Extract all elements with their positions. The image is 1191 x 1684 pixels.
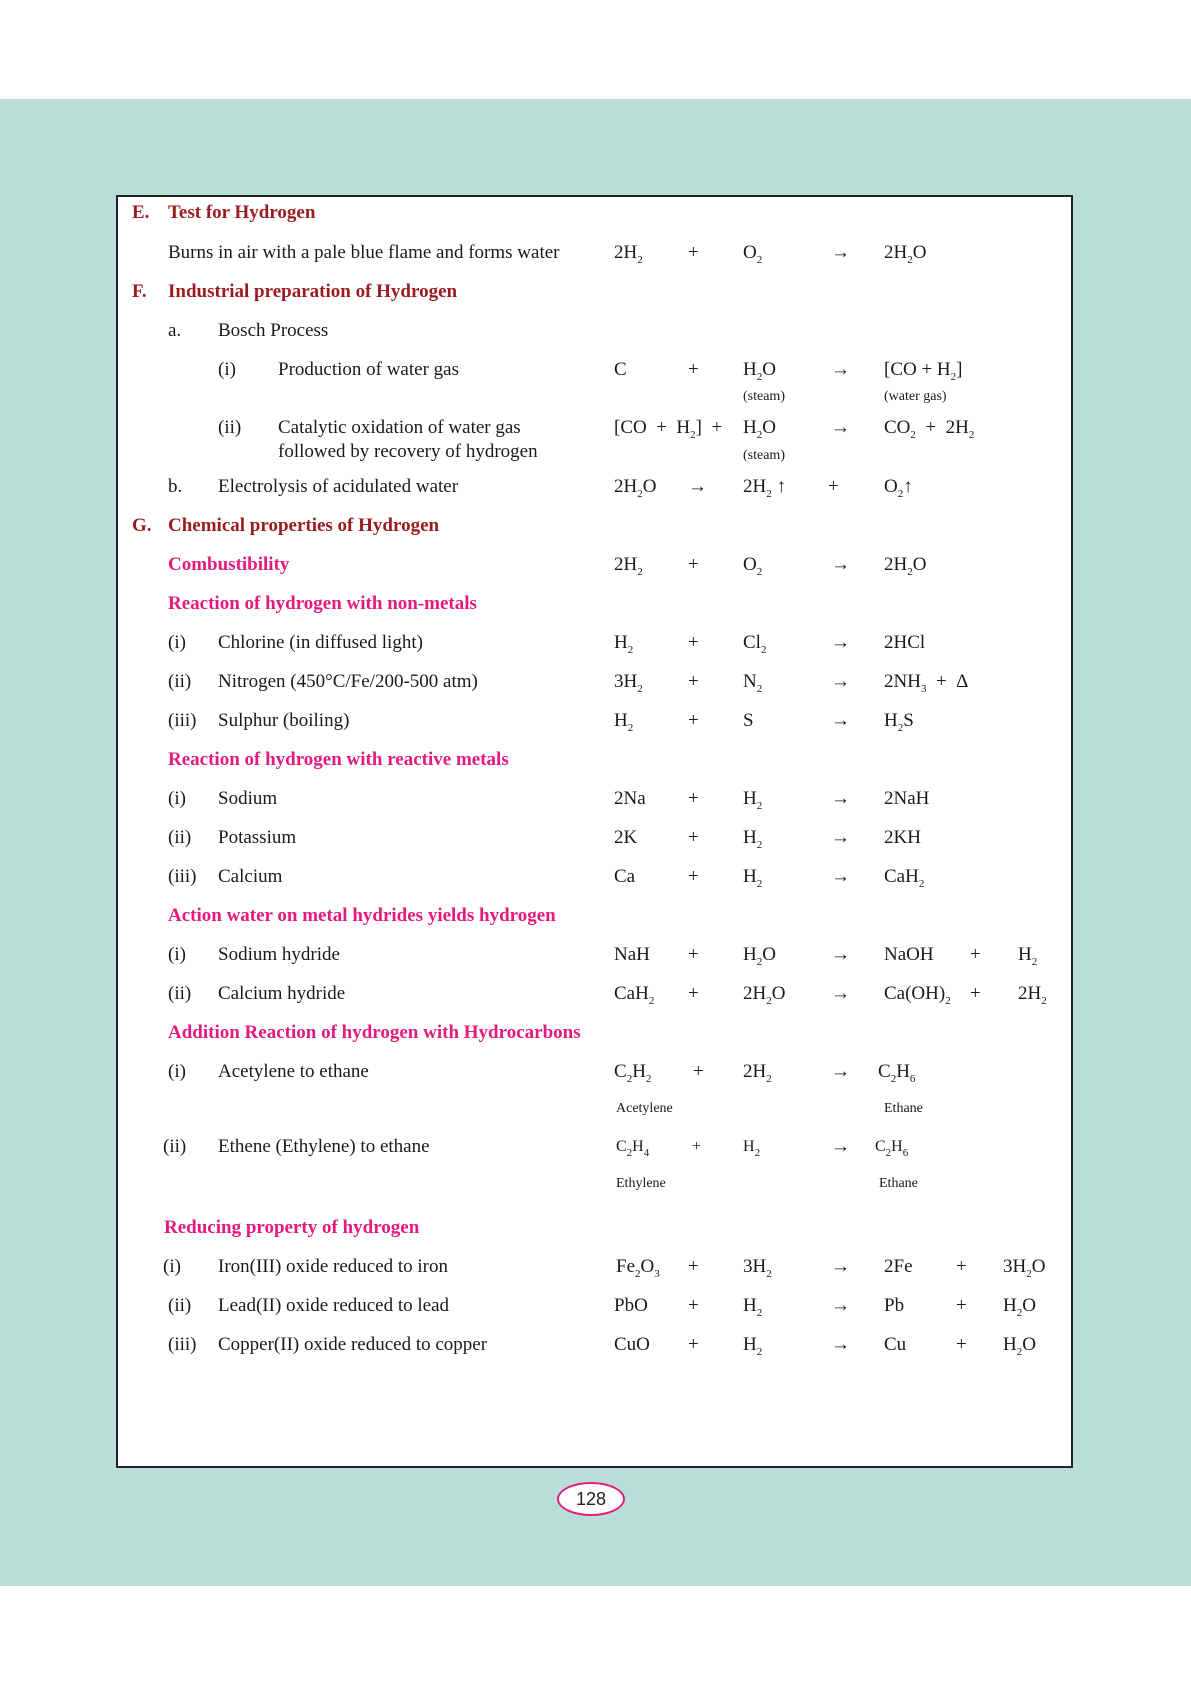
addition-names bbox=[118, 1172, 1075, 1204]
equation-term: 2Fe bbox=[884, 1256, 913, 1277]
equation-term: $2H_2O$ bbox=[743, 983, 786, 1007]
equation-term: Pb bbox=[884, 1295, 905, 1316]
item-text: Copper(II) oxide reduced to copper bbox=[218, 1334, 488, 1355]
plus-sign: + bbox=[692, 1138, 702, 1155]
arrow: → bbox=[831, 671, 850, 692]
section-letter: E. bbox=[132, 202, 150, 223]
compound-name: Ethane bbox=[879, 1176, 918, 1191]
equation-term: CaH$_2$ bbox=[614, 983, 655, 1007]
plus-sign: + bbox=[828, 476, 839, 497]
arrow: → bbox=[688, 476, 707, 497]
item-text: Calcium bbox=[218, 866, 283, 887]
steam-note: (steam) bbox=[743, 448, 785, 463]
item-text: Calcium hydride bbox=[218, 983, 346, 1004]
equation-term: NaOH bbox=[884, 944, 934, 965]
bosch-heading bbox=[118, 319, 1075, 351]
equation-term: $O_2↑$ bbox=[884, 476, 913, 500]
plus-sign: + bbox=[688, 788, 699, 809]
item-label: (ii) bbox=[168, 827, 192, 848]
equation-term: $Ca(OH)_2$ bbox=[884, 983, 951, 1007]
electrolysis-row bbox=[118, 475, 1075, 507]
equation-term: $C_2H_4$ bbox=[616, 1138, 650, 1159]
equation-term: $H_2O$ bbox=[743, 944, 776, 968]
equation-term: $2NH_3 + \Delta$ bbox=[884, 671, 969, 695]
equation-term: $2H_2$ bbox=[614, 554, 643, 578]
equation-term: $H_2$ bbox=[614, 710, 634, 734]
item-label: (i) bbox=[168, 632, 186, 653]
metal-row bbox=[118, 826, 1075, 858]
equation-term: $C_2H_2$ bbox=[614, 1061, 652, 1085]
equation-term: $H_2S$ bbox=[884, 710, 914, 734]
arrow: → bbox=[831, 1334, 850, 1355]
item-label: (ii) bbox=[218, 417, 242, 438]
plus-sign: + bbox=[688, 1334, 699, 1355]
subheading: Combustibility bbox=[168, 554, 290, 575]
item-text: Electrolysis of acidulated water bbox=[218, 476, 459, 497]
section-e-heading bbox=[118, 201, 1075, 233]
equation-term: $N_2$ bbox=[743, 671, 763, 695]
plus-sign: + bbox=[970, 944, 981, 965]
item-title: Bosch Process bbox=[218, 320, 329, 341]
plus-sign: + bbox=[688, 710, 699, 731]
equation-term: CaH$_2$ bbox=[884, 866, 925, 890]
equation-term: $2H_2$ bbox=[743, 1061, 772, 1085]
item-text: Chlorine (in diffused light) bbox=[218, 632, 423, 653]
addition-heading bbox=[118, 1021, 1075, 1053]
equation-term: $3H_2$ bbox=[743, 1256, 772, 1280]
arrow: → bbox=[831, 632, 850, 653]
item-label: (i) bbox=[168, 1061, 186, 1082]
equation-term: $C_2H_6$ bbox=[875, 1138, 909, 1159]
item-text: Ethene (Ethylene) to ethane bbox=[218, 1136, 430, 1157]
reducing-row bbox=[118, 1294, 1075, 1326]
compound-name: Ethane bbox=[884, 1101, 923, 1116]
plus-sign: + bbox=[688, 1295, 699, 1316]
equation-term: $3H_2$ bbox=[614, 671, 643, 695]
equation-term: $Fe_2O_3$ bbox=[616, 1256, 660, 1280]
section-title: Chemical properties of Hydrogen bbox=[168, 515, 440, 536]
water-gas-note: (water gas) bbox=[884, 389, 947, 404]
equation-term: $[CO + H_2]$ bbox=[884, 359, 963, 383]
equation-term: 2NaH bbox=[884, 788, 930, 809]
equation-term: $H_2O$ bbox=[743, 417, 776, 441]
equation-term: 2K bbox=[614, 827, 638, 848]
plus-sign: + bbox=[688, 671, 699, 692]
equation-term: S bbox=[743, 710, 754, 731]
addition-row bbox=[118, 1060, 1075, 1092]
equation-term: $2H_2$ ↑ bbox=[743, 476, 786, 500]
plus-sign: + bbox=[688, 632, 699, 653]
section-letter: F. bbox=[132, 281, 147, 302]
steam-note: (steam) bbox=[743, 389, 785, 404]
arrow: → bbox=[831, 554, 850, 575]
arrow: → bbox=[831, 983, 850, 1004]
equation-term: $H_2O$ bbox=[1003, 1334, 1036, 1358]
arrow: → bbox=[831, 242, 850, 263]
equation-term: C bbox=[614, 359, 627, 380]
nonmetals-heading bbox=[118, 592, 1075, 624]
item-text: Iron(III) oxide reduced to iron bbox=[218, 1256, 449, 1277]
item-label: (iii) bbox=[168, 710, 197, 731]
equation-term: $2H_2O$ bbox=[884, 554, 927, 578]
arrow: → bbox=[831, 1295, 850, 1316]
arrow: → bbox=[831, 1061, 850, 1082]
equation-term: 2KH bbox=[884, 827, 921, 848]
item-label: a. bbox=[168, 320, 182, 341]
test-description: Burns in air with a pale blue flame and forms water bbox=[168, 242, 560, 263]
plus-sign: + bbox=[956, 1334, 967, 1355]
item-label: (i) bbox=[168, 944, 186, 965]
equation-term: $H_2$ bbox=[614, 632, 634, 656]
item-text: followed by recovery of hydrogen bbox=[278, 441, 538, 462]
arrow: → bbox=[831, 710, 850, 731]
item-label: b. bbox=[168, 476, 183, 497]
plus-sign: + bbox=[688, 554, 699, 575]
nonmetal-row bbox=[118, 709, 1075, 741]
equation-term: $H_2$ bbox=[1018, 944, 1038, 968]
section-f-heading bbox=[118, 280, 1075, 312]
arrow: → bbox=[831, 944, 850, 965]
section-title: Test for Hydrogen bbox=[168, 202, 316, 223]
plus-sign: + bbox=[970, 983, 981, 1004]
equation-term: PbO bbox=[614, 1295, 648, 1316]
item-label: (ii) bbox=[168, 983, 192, 1004]
nonmetal-row bbox=[118, 631, 1075, 663]
hydrides-heading bbox=[118, 904, 1075, 936]
arrow: → bbox=[831, 417, 850, 438]
equation-term: $3H_2O$ bbox=[1003, 1256, 1046, 1280]
equation-term: $C_2H_6$ bbox=[878, 1061, 916, 1085]
item-label: (iii) bbox=[168, 1334, 197, 1355]
subheading: Reducing property of hydrogen bbox=[164, 1217, 420, 1238]
arrow: → bbox=[831, 1136, 850, 1157]
plus-sign: + bbox=[688, 866, 699, 887]
equation-term: $2H_2$ bbox=[1018, 983, 1047, 1007]
equation-term: Cu bbox=[884, 1334, 907, 1355]
item-text: Sodium hydride bbox=[218, 944, 340, 965]
addition-names bbox=[118, 1097, 1075, 1129]
page-number: 128 bbox=[557, 1482, 625, 1516]
combustibility-row bbox=[118, 553, 1075, 585]
plus-sign: + bbox=[688, 983, 699, 1004]
item-label: (iii) bbox=[168, 866, 197, 887]
addition-row bbox=[118, 1135, 1075, 1167]
item-label: (i) bbox=[218, 359, 236, 380]
plus-sign: + bbox=[688, 944, 699, 965]
equation-term: $H_2$ bbox=[743, 827, 763, 851]
bosch-step-1-notes bbox=[118, 385, 1075, 417]
arrow: → bbox=[831, 866, 850, 887]
plus-sign: + bbox=[956, 1295, 967, 1316]
plus-sign: + bbox=[688, 242, 699, 263]
item-text: Potassium bbox=[218, 827, 297, 848]
compound-name: Acetylene bbox=[616, 1101, 673, 1116]
nonmetal-row bbox=[118, 670, 1075, 702]
equation-term: 2HCl bbox=[884, 632, 926, 653]
item-label: (i) bbox=[163, 1256, 181, 1277]
equation-term: $H_2O$ bbox=[743, 359, 776, 383]
equation-term: $H_2$ bbox=[743, 1138, 761, 1159]
arrow: → bbox=[831, 788, 850, 809]
arrow: → bbox=[831, 827, 850, 848]
metal-row bbox=[118, 787, 1075, 819]
equation-term: $[CO + H_2]$ + bbox=[614, 417, 723, 441]
subheading: Action water on metal hydrides yields hydrogen bbox=[168, 905, 556, 926]
item-text: Sodium bbox=[218, 788, 278, 809]
item-label: (i) bbox=[168, 788, 186, 809]
equation-term: $O_2$ bbox=[743, 242, 763, 266]
content-box bbox=[116, 195, 1073, 1468]
equation-term: $2H_2$ bbox=[614, 242, 643, 266]
subheading: Reaction of hydrogen with reactive metals bbox=[168, 749, 509, 770]
section-letter: G. bbox=[132, 515, 152, 536]
equation-term: 2Na bbox=[614, 788, 646, 809]
equation-term: $2H_2O$ bbox=[884, 242, 927, 266]
equation-term: CuO bbox=[614, 1334, 650, 1355]
equation-term: $2H_2O$ bbox=[614, 476, 657, 500]
arrow: → bbox=[831, 359, 850, 380]
subheading: Addition Reaction of hydrogen with Hydrocarbons bbox=[168, 1022, 581, 1043]
item-text: Catalytic oxidation of water gas bbox=[278, 417, 521, 438]
item-text: Sulphur (boiling) bbox=[218, 710, 350, 731]
equation-term: NaH bbox=[614, 944, 650, 965]
reducing-row bbox=[118, 1333, 1075, 1365]
item-label: (ii) bbox=[168, 1295, 192, 1316]
reducing-row bbox=[118, 1255, 1075, 1287]
plus-sign: + bbox=[956, 1256, 967, 1277]
plus-sign: + bbox=[688, 1256, 699, 1277]
equation-term: $H_2$ bbox=[743, 788, 763, 812]
test-row bbox=[118, 241, 1075, 273]
metals-heading bbox=[118, 748, 1075, 780]
hydride-row bbox=[118, 943, 1075, 975]
metal-row bbox=[118, 865, 1075, 897]
section-g-heading bbox=[118, 514, 1075, 546]
equation-term: Ca bbox=[614, 866, 636, 887]
equation-term: $CO_2 + 2H_2$ bbox=[884, 417, 975, 441]
section-title: Industrial preparation of Hydrogen bbox=[168, 281, 458, 302]
bosch-step-2-cont bbox=[118, 440, 1075, 472]
equation-term: $H_2$ bbox=[743, 1295, 763, 1319]
equation-term: $O_2$ bbox=[743, 554, 763, 578]
reducing-heading bbox=[118, 1216, 1075, 1248]
compound-name: Ethylene bbox=[616, 1176, 666, 1191]
hydride-row bbox=[118, 982, 1075, 1014]
equation-term: $H_2$ bbox=[743, 866, 763, 890]
item-text: Lead(II) oxide reduced to lead bbox=[218, 1295, 450, 1316]
plus-sign: + bbox=[693, 1061, 704, 1082]
subheading: Reaction of hydrogen with non-metals bbox=[168, 593, 477, 614]
plus-sign: + bbox=[688, 359, 699, 380]
item-text: Production of water gas bbox=[278, 359, 459, 380]
item-label: (ii) bbox=[163, 1136, 187, 1157]
equation-term: $H_2$ bbox=[743, 1334, 763, 1358]
equation-term: $Cl_2$ bbox=[743, 632, 767, 656]
item-label: (ii) bbox=[168, 671, 192, 692]
item-text: Nitrogen (450°C/Fe/200-500 atm) bbox=[218, 671, 478, 692]
plus-sign: + bbox=[688, 827, 699, 848]
arrow: → bbox=[831, 1256, 850, 1277]
equation-term: $H_2O$ bbox=[1003, 1295, 1036, 1319]
item-text: Acetylene to ethane bbox=[218, 1061, 369, 1082]
